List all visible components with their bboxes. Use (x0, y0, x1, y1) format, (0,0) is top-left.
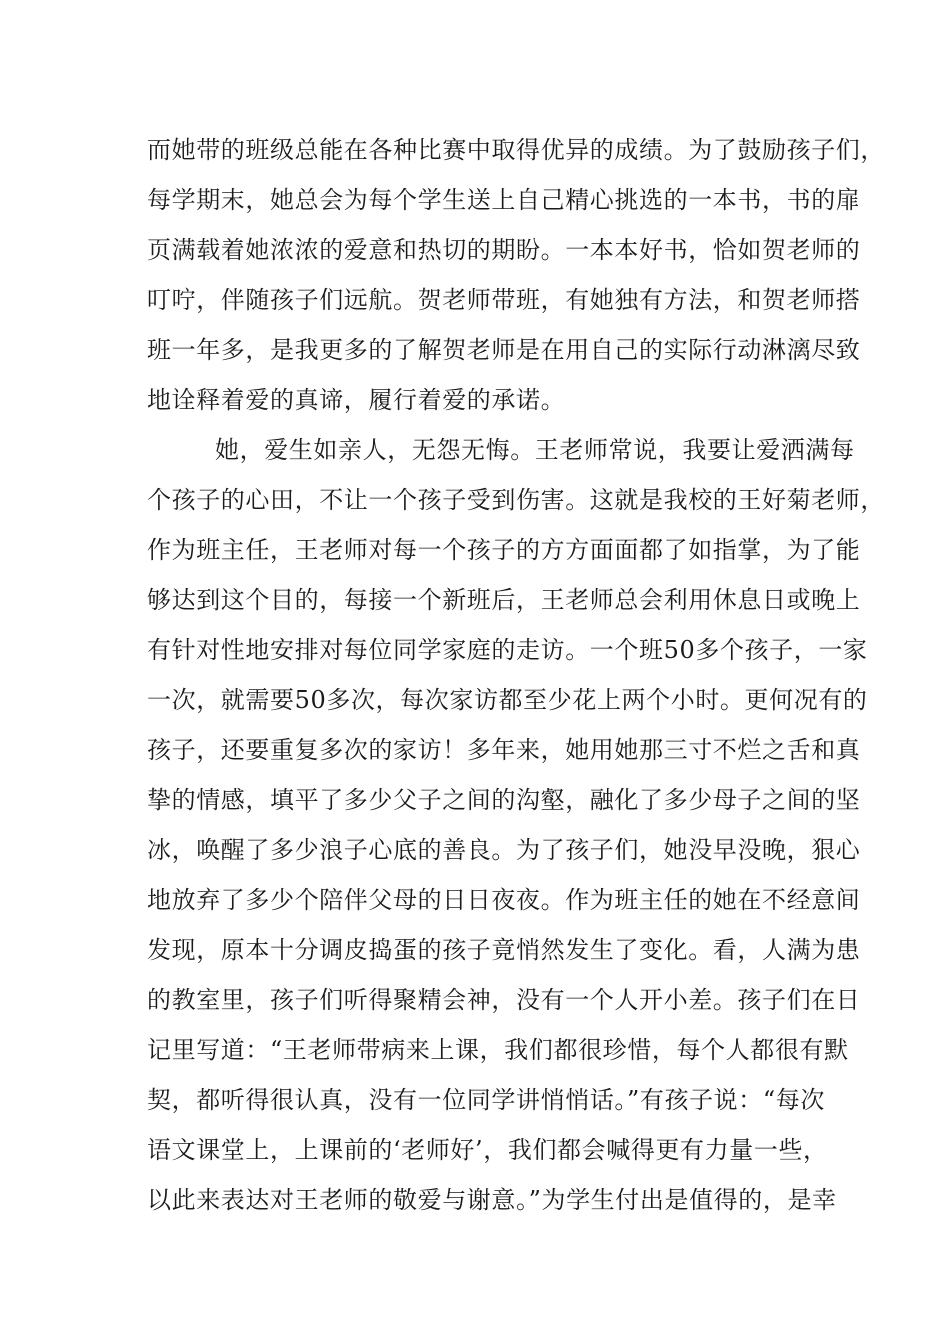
text-line: 每学期末，她总会为每个学生送上自己精心挑选的一本书，书的扉 (147, 186, 861, 214)
paragraph-first-line: 她，爱生如亲人，无怨无悔。王老师常说，我要让爱洒满每 (215, 436, 855, 464)
text-line: 一次，就需要50多次，每次家访都至少花上两个小时。更何况有的 (147, 686, 868, 714)
text-line: 语文课堂上，上课前的‘老师好’，我们都会喊得更有力量一些， (147, 1136, 828, 1164)
text-line: 个孩子的心田，不让一个孩子受到伤害。这就是我校的王好菊老师， (147, 486, 885, 514)
text-line: 记里写道：“王老师带病来上课，我们都很珍惜，每个人都很有默 (147, 1036, 849, 1064)
text-line: 挚的情感，填平了多少父子之间的沟壑，融化了多少母子之间的坚 (147, 786, 861, 814)
text-line: 够达到这个目的，每接一个新班后，王老师总会利用休息日或晚上 (147, 586, 861, 614)
text-line: 契，都听得很认真，没有一位同学讲悄悄话。”有孩子说：“每次 (147, 1086, 825, 1114)
text-line: 孩子，还要重复多次的家访！多年来，她用她那三寸不烂之舌和真 (147, 736, 861, 764)
text-line: 作为班主任，王老师对每一个孩子的方方面面都了如指掌，为了能 (147, 536, 861, 564)
text-line: 发现，原本十分调皮捣蛋的孩子竟悄然发生了变化。看，人满为患 (147, 936, 861, 964)
text-line: 而她带的班级总能在各种比赛中取得优异的成绩。为了鼓励孩子们， (147, 136, 885, 164)
text-line: 叮咛，伴随孩子们远航。贺老师带班，有她独有方法，和贺老师搭 (147, 286, 861, 314)
text-line: 地放弃了多少个陪伴父母的日日夜夜。作为班主任的她在不经意间 (147, 886, 861, 914)
text-line: 的教室里，孩子们听得聚精会神，没有一个人开小差。孩子们在日 (147, 986, 861, 1014)
text-line: 页满载着她浓浓的爱意和热切的期盼。一本本好书，恰如贺老师的 (147, 236, 861, 264)
text-line: 有针对性地安排对每位同学家庭的走访。一个班50多个孩子，一家 (147, 636, 868, 664)
text-line: 冰，唤醒了多少浪子心底的善良。为了孩子们，她没早没晚，狠心 (147, 836, 861, 864)
text-line: 地诠释着爱的真谛，履行着爱的承诺。 (147, 386, 566, 414)
text-line: 以此来表达对王老师的敬爱与谢意。”为学生付出是值得的，是幸 (147, 1186, 837, 1214)
text-line: 班一年多，是我更多的了解贺老师是在用自己的实际行动淋漓尽致 (147, 336, 861, 364)
